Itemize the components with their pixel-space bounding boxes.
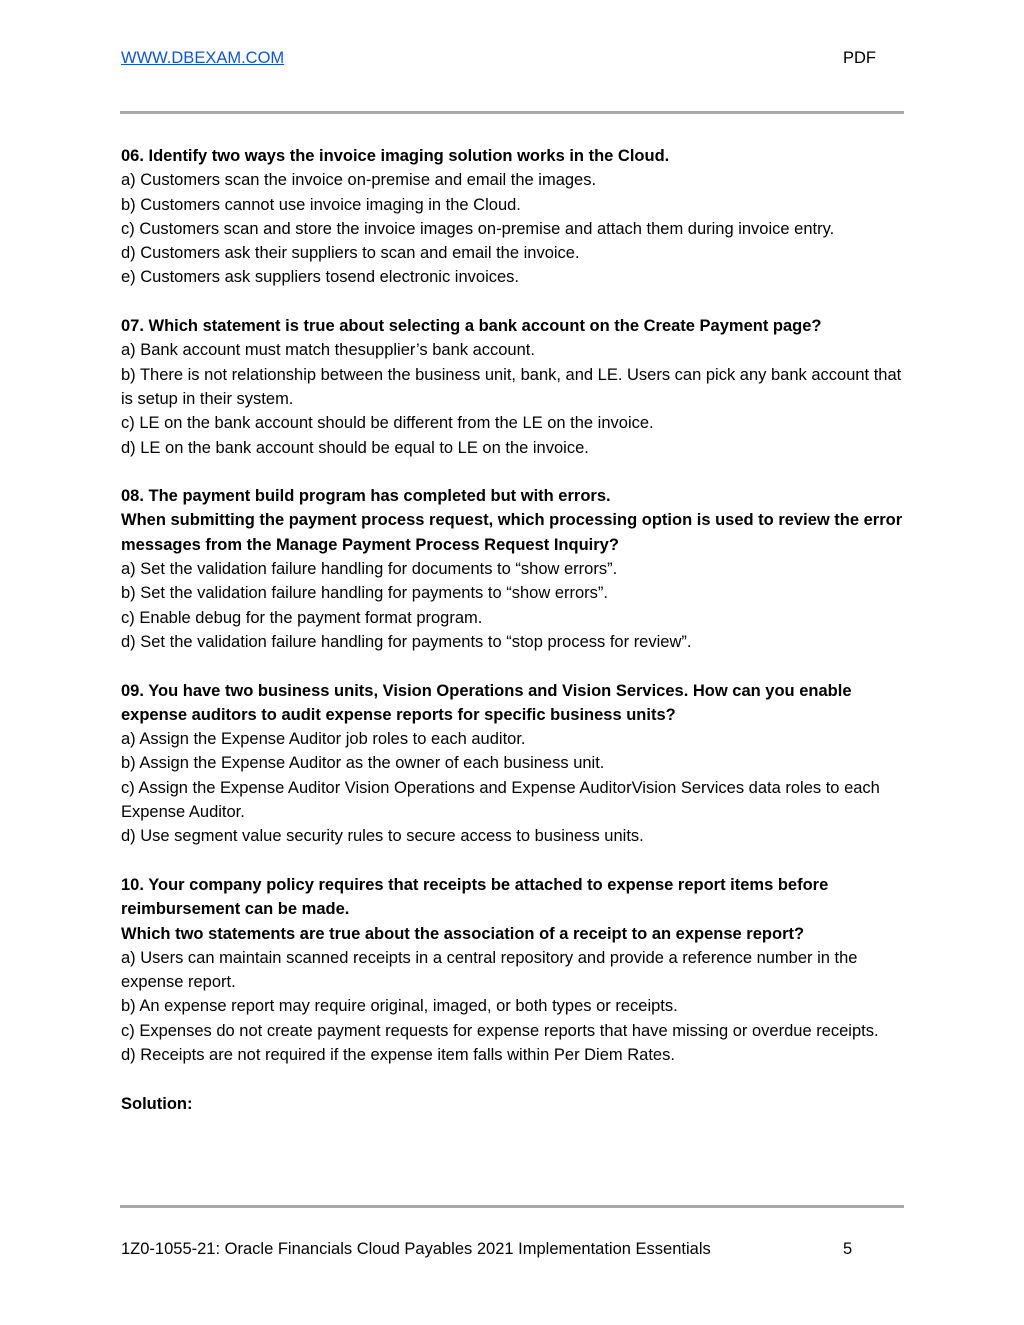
question-text: 08. The payment build program has completed but with errors. — [121, 487, 611, 506]
answer-option: e) Customers ask suppliers tosend electronic invoices. — [121, 268, 520, 287]
footer-exam-title: 1Z0-1055-21: Oracle Financials Cloud Payables 2021 Implementation Essentials — [121, 1240, 711, 1258]
question-text: 09. You have two business units, Vision Operations and Vision Services. How can you enable expense auditors to audit expense reports for specific business units? — [121, 681, 852, 724]
answer-option: a) Customers scan the invoice on-premise and email the images. — [121, 171, 597, 190]
pdf-label: PDF — [843, 49, 876, 67]
question-list — [121, 144, 911, 1116]
answer-option: a) Bank account must match thesupplier’s bank account. — [121, 341, 535, 360]
question-text: 10. Your company policy requires that receipts be attached to expense report items before reimbursement can be made. — [121, 875, 829, 919]
answer-option: a) Users can maintain scanned receipts in a central repository and provide a reference number in the expense report. — [121, 948, 858, 992]
answer-option: b) Customers cannot use invoice imaging in the Cloud. — [121, 195, 521, 214]
answer-option: b) Set the validation failure handling for payments to “show errors”. — [121, 584, 608, 603]
answer-option: c) Expenses do not create payment requests for expense reports that have missing or overdue receipts. — [121, 1021, 879, 1040]
answer-option: a) Set the validation failure handling for documents to “show errors”. — [121, 560, 618, 579]
question-block — [121, 314, 911, 460]
answer-option: a) Assign the Expense Auditor job roles to each auditor. — [121, 730, 526, 749]
question-text: Which two statements are true about the association of a receipt to an expense report? — [121, 924, 805, 943]
question-text: 06. Identify two ways the invoice imaging solution works in the Cloud. — [121, 147, 670, 165]
answer-option: d) Set the validation failure handling for payments to “stop process for review”. — [121, 632, 692, 651]
answer-option: b) There is not relationship between the business unit, bank, and LE. Users can pick any bank account that is setup in their system. — [121, 365, 902, 408]
answer-option: c) LE on the bank account should be different from the LE on the invoice. — [121, 414, 654, 433]
question-block — [121, 144, 911, 290]
answer-option: d) LE on the bank account should be equal to LE on the invoice. — [121, 438, 589, 457]
footer-divider — [120, 1205, 904, 1208]
site-link[interactable]: WWW.DBEXAM.COM — [121, 49, 285, 67]
question-block — [121, 679, 911, 849]
question-text: 07. Which statement is true about selecting a bank account on the Create Payment page? — [121, 317, 822, 336]
answer-option: c) Customers scan and store the invoice images on-premise and attach them during invoice entry. — [121, 219, 835, 238]
answer-option: b) Assign the Expense Auditor as the owner of each business unit. — [121, 754, 605, 773]
question-block — [121, 873, 911, 1067]
answer-option: d) Receipts are not required if the expense item falls within Per Diem Rates. — [121, 1045, 675, 1064]
question-text: When submitting the payment process request, which processing option is used to review the error messages from the Manage Payment Process Request Inquiry? — [121, 511, 903, 554]
header-divider — [120, 111, 904, 114]
answer-option: c) Enable debug for the payment format program. — [121, 608, 483, 627]
question-block — [121, 484, 911, 654]
answer-option: d) Use segment value security rules to secure access to business units. — [121, 827, 644, 846]
page-number: 5 — [843, 1240, 853, 1258]
answer-option: b) An expense report may require original, imaged, or both types or receipts. — [121, 997, 678, 1016]
answer-option: d) Customers ask their suppliers to scan and email the invoice. — [121, 244, 580, 263]
answer-option: c) Assign the Expense Auditor Vision Operations and Expense AuditorVision Services data roles to each Expense Auditor. — [121, 778, 880, 822]
solution-label: Solution: — [121, 1094, 193, 1113]
